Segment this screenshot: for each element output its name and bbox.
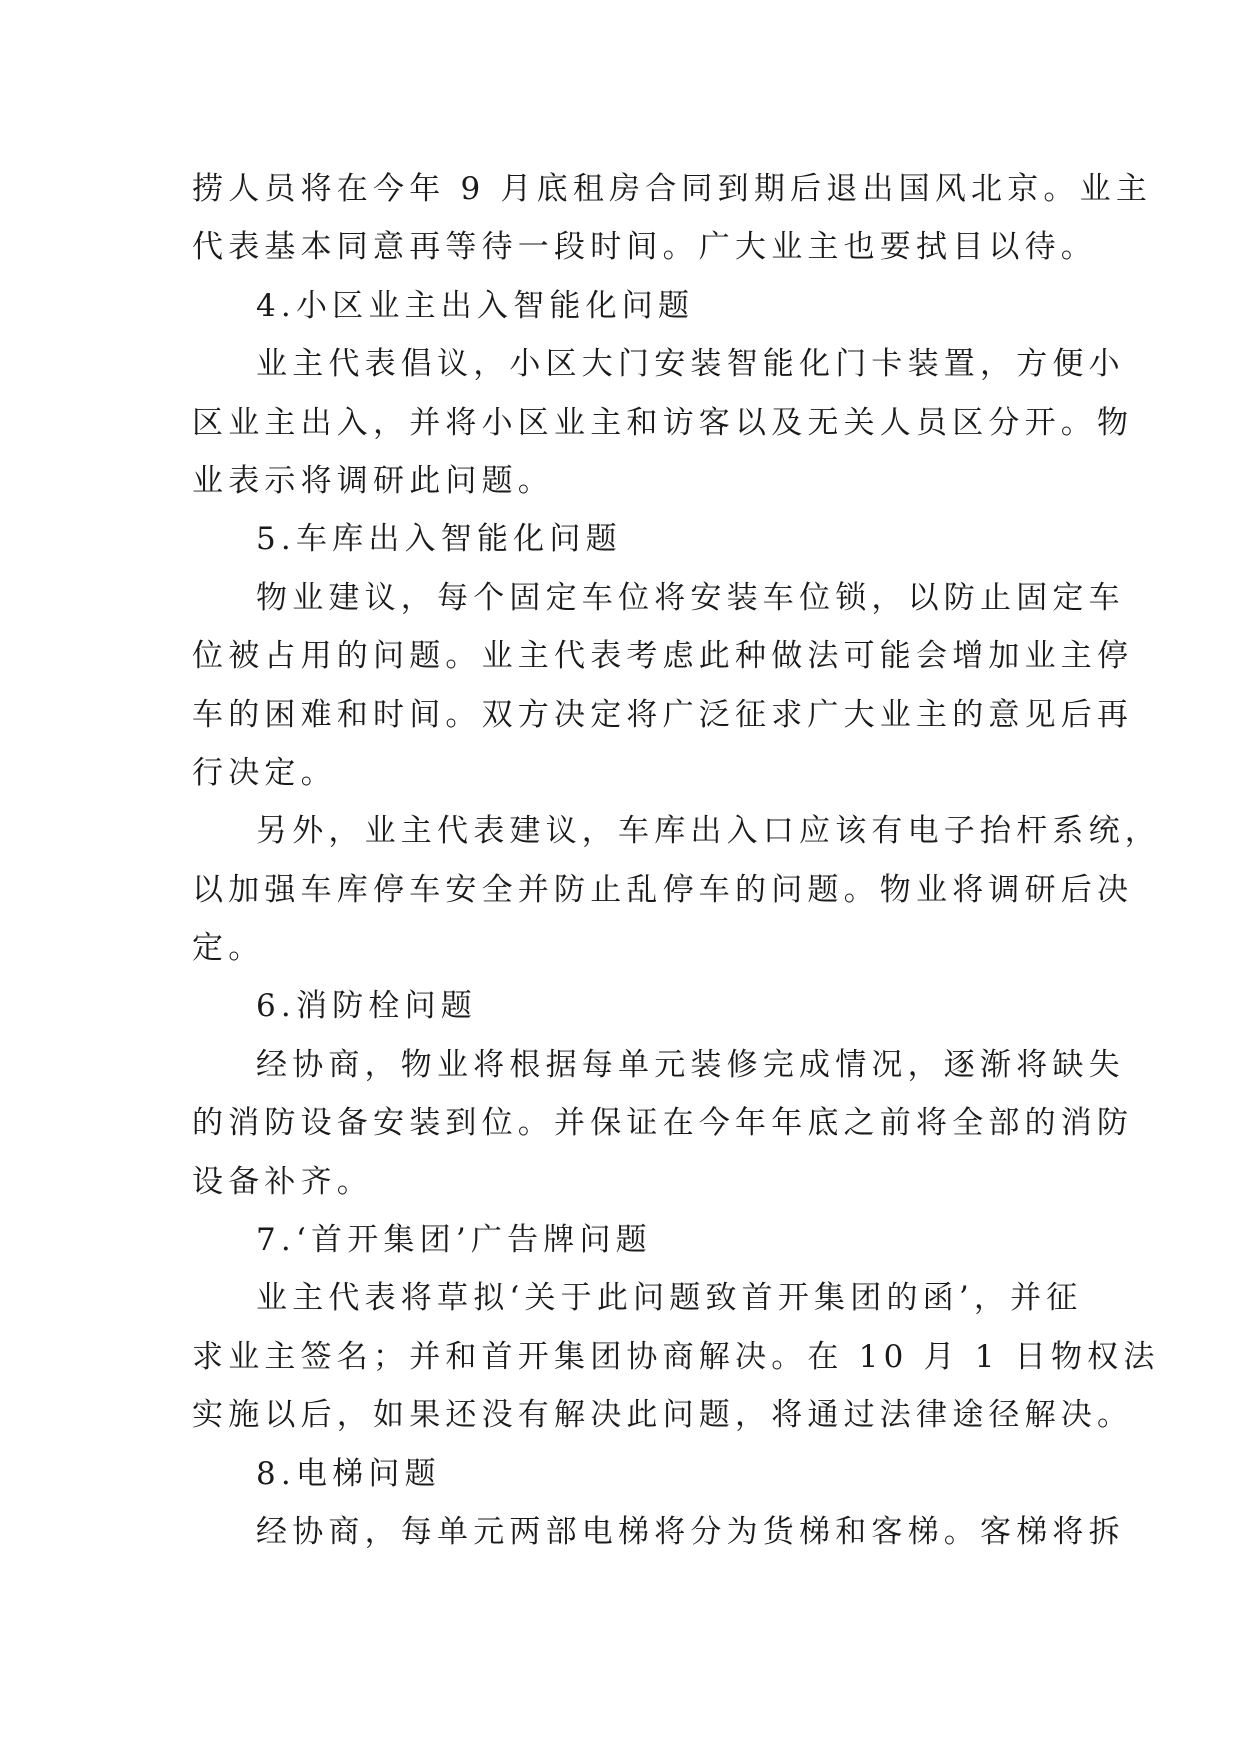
text-line: 经协商，每单元两部电梯将分为货梯和客梯。客梯将拆: [256, 1513, 1125, 1550]
text-line: 的消防设备安装到位。并保证在今年年底之前将全部的消防: [192, 1105, 1134, 1142]
text-line: 物业建议，每个固定车位将安装车位锁，以防止固定车: [256, 579, 1125, 616]
text-line: 设备补齐。: [192, 1163, 373, 1200]
text-line: 求业主签名；并和首开集团协商解决。在 10 月 1 日物权法: [192, 1338, 1160, 1375]
text-line: 以加强车库停车安全并防止乱停车的问题。物业将调研后决: [192, 871, 1134, 908]
text-line: 车的困难和时间。双方决定将广泛征求广大业主的意见后再: [192, 696, 1134, 733]
text-line: 区业主出入，并将小区业主和访客以及无关人员区分开。物: [192, 404, 1134, 441]
section-heading: 6.消防栓问题: [256, 988, 477, 1025]
section-heading: 5.车库出入智能化问题: [256, 521, 622, 558]
text-line: 业主代表倡议，小区大门安装智能化门卡装置，方便小: [256, 346, 1125, 383]
text-line: 另外，业主代表建议，车库出入口应该有电子抬杆系统，: [256, 813, 1161, 850]
document-body: [192, 160, 1161, 1561]
text-line: 代表基本同意再等待一段时间。广大业主也要拭目以待。: [192, 229, 1097, 266]
text-line: 行决定。: [192, 754, 337, 791]
text-line: 定。: [192, 930, 265, 967]
text-line: 业主代表将草拟‘关于此问题致首开集团的函’，并征: [256, 1280, 1083, 1317]
text-line: 业表示将调研此问题。: [192, 462, 554, 499]
text-line: 经协商，物业将根据每单元装修完成情况，逐渐将缺失: [256, 1046, 1125, 1083]
section-heading: 8.电梯问题: [256, 1455, 441, 1492]
text-line: 捞人员将在今年 9 月底租房合同到期后退出国风北京。业主: [192, 171, 1153, 207]
text-line: 位被占用的问题。业主代表考虑此种做法可能会增加业主停: [192, 638, 1134, 675]
text-line: 实施以后，如果还没有解决此问题，将通过法律途径解决。: [192, 1397, 1134, 1434]
section-heading: 4.小区业主出入智能化问题: [256, 287, 695, 324]
section-heading: 7.‘首开集团’广告牌问题: [256, 1222, 652, 1259]
